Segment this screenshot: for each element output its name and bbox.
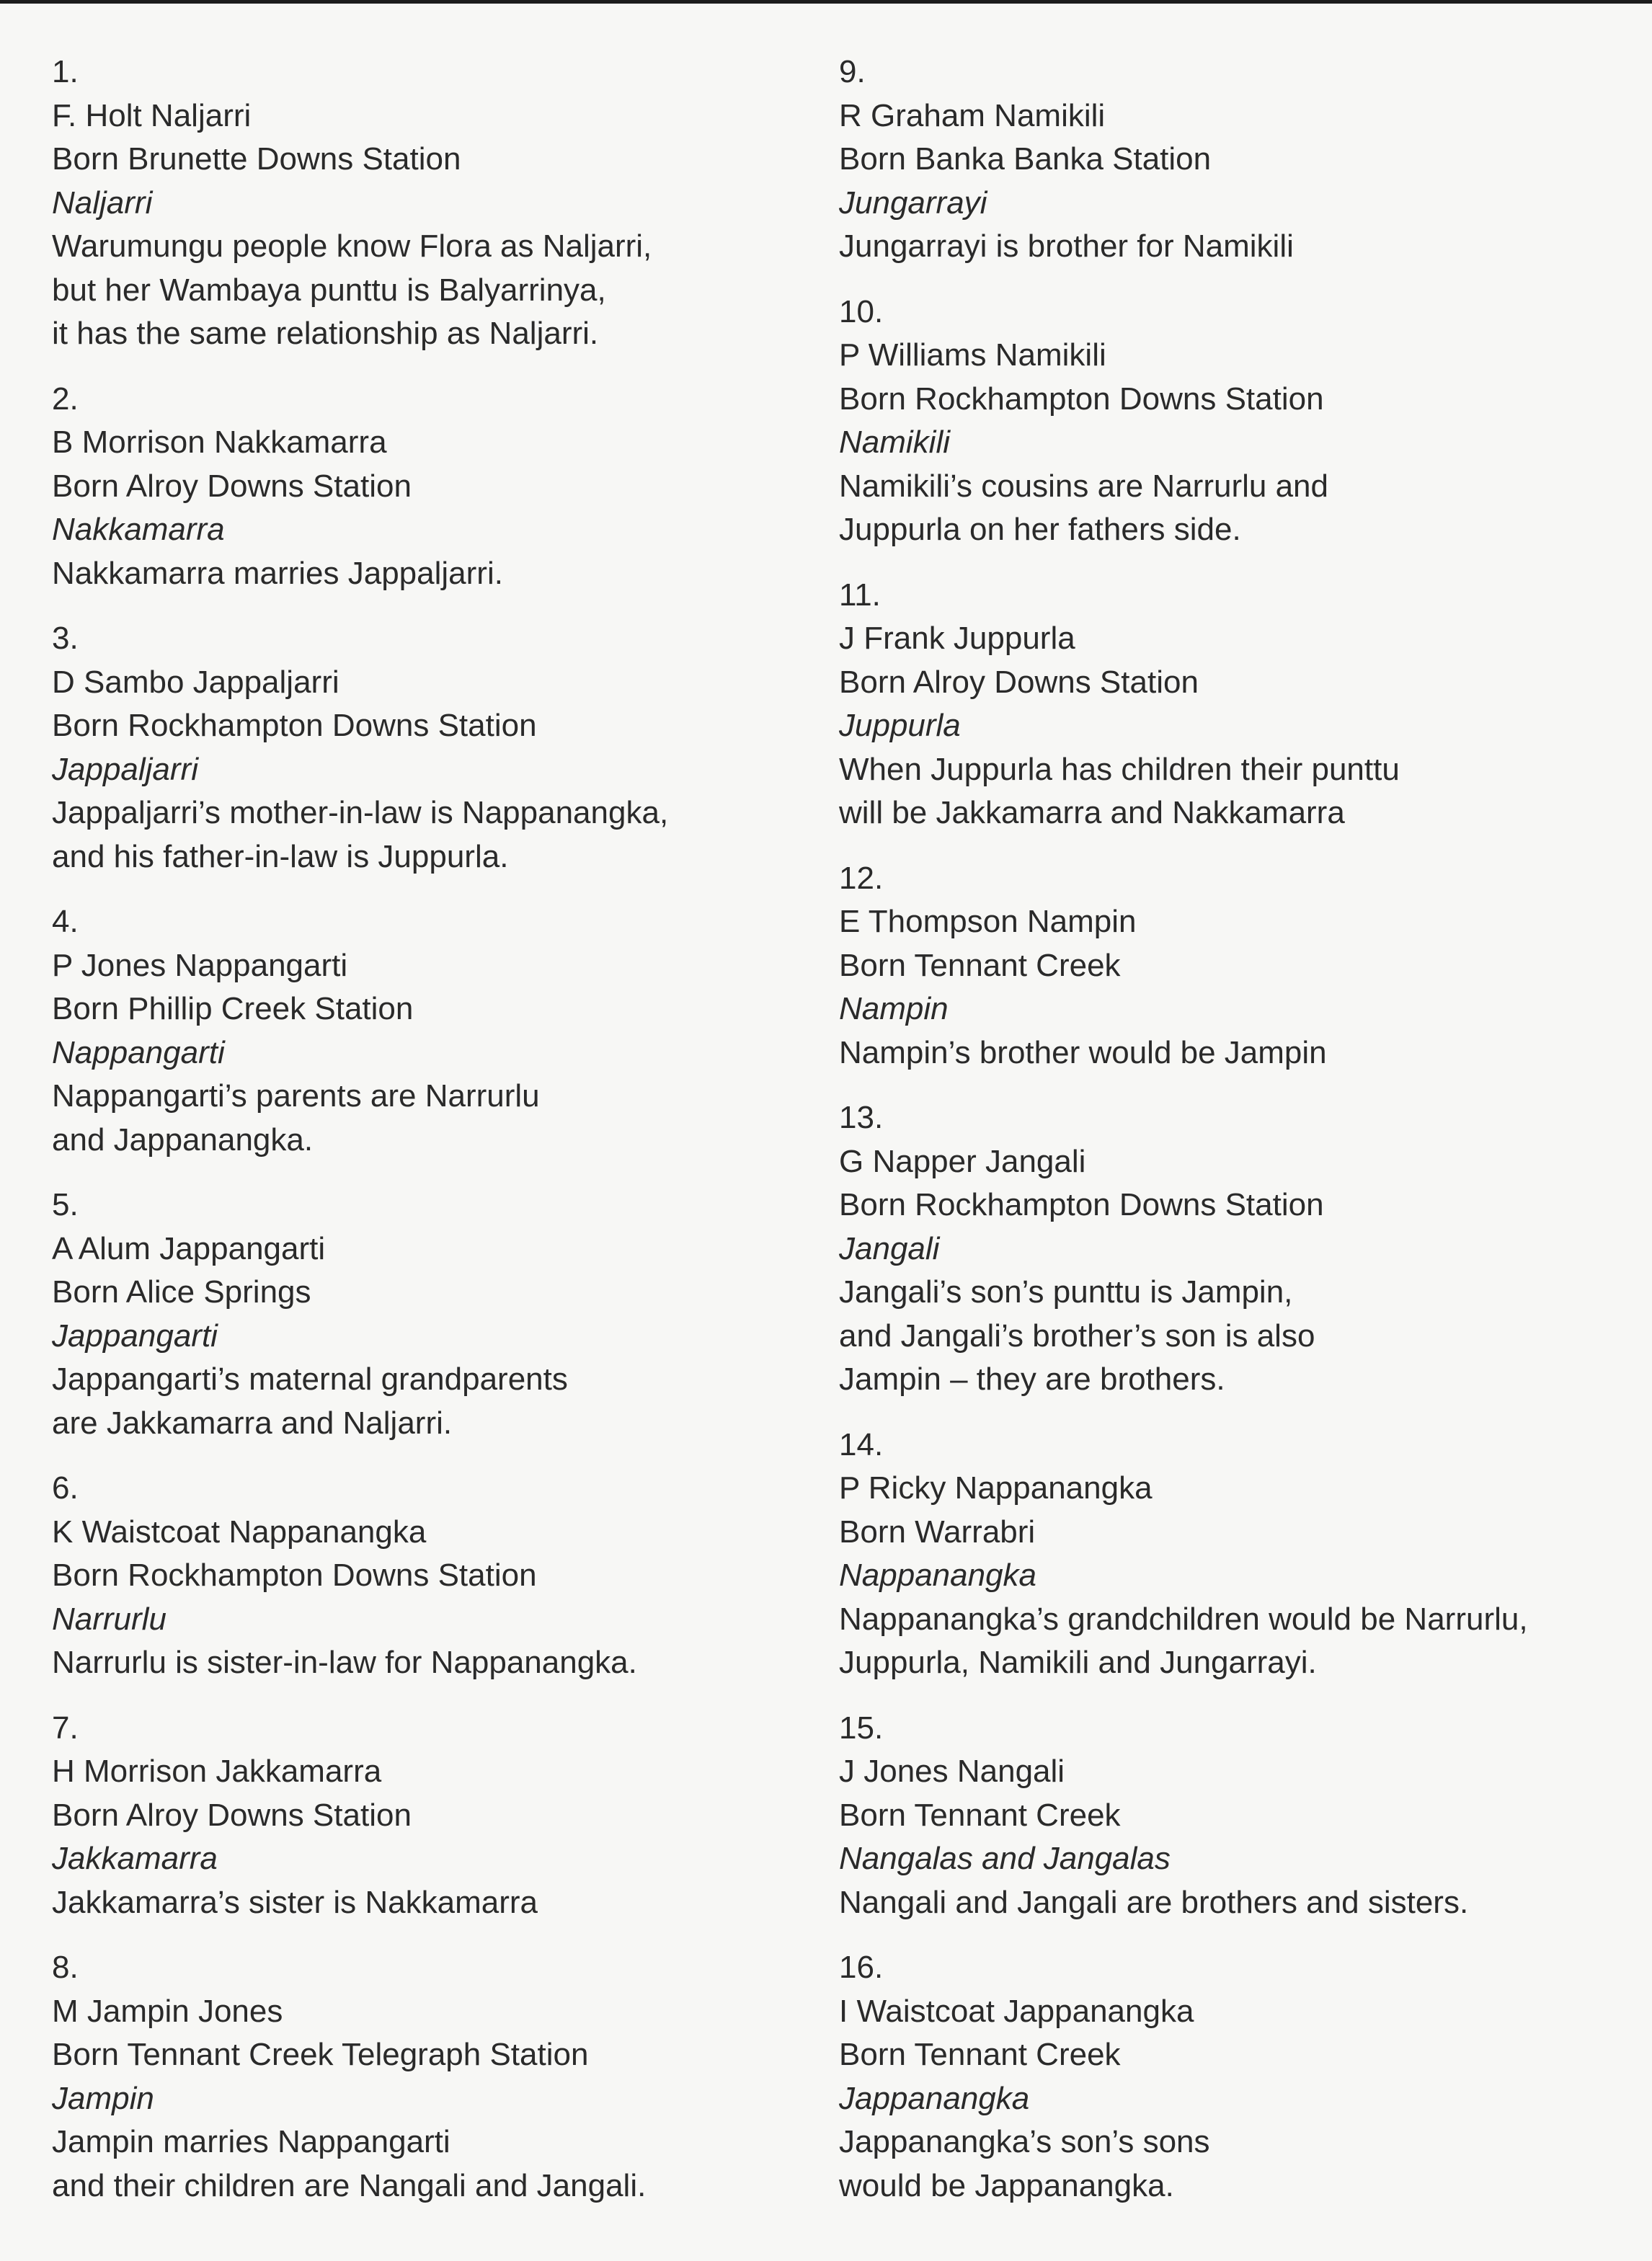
entry-number: 13.: [839, 1100, 884, 1135]
punttu-name: Jampin: [52, 2080, 154, 2116]
relationship-description: Nampin’s brother would be Jampin: [839, 1034, 1327, 1070]
right-column: [839, 50, 1603, 2229]
person-entry: [839, 50, 1603, 269]
punttu-name: Nappangarti: [52, 1034, 225, 1070]
person-name: P Jones Nappangarti: [52, 947, 348, 983]
birthplace: Born Rockhampton Downs Station: [839, 381, 1324, 417]
person-entry: [52, 50, 816, 356]
person-name: R Graham Namikili: [839, 97, 1106, 133]
relationship-description: Jampin marries Nappangarti: [52, 2124, 450, 2159]
person-entry: [839, 857, 1603, 1075]
relationship-description: would be Jappanangka.: [839, 2167, 1174, 2203]
birthplace: Born Rockhampton Downs Station: [52, 1558, 537, 1593]
birthplace: Born Phillip Creek Station: [52, 991, 414, 1026]
birthplace: Born Alroy Downs Station: [52, 1797, 412, 1833]
person-entry: [839, 1707, 1603, 1925]
person-name: G Napper Jangali: [839, 1143, 1086, 1179]
person-name: I Waistcoat Jappanangka: [839, 1993, 1194, 2029]
birthplace: Born Alice Springs: [52, 1274, 311, 1310]
relationship-description: Jampin – they are brothers.: [839, 1362, 1225, 1397]
punttu-name: Nakkamarra: [52, 512, 225, 547]
entry-number: 1.: [52, 54, 79, 89]
person-entry: [52, 1183, 816, 1445]
person-entry: [839, 290, 1603, 552]
person-name: D Sambo Jappaljarri: [52, 664, 339, 700]
person-entry: [52, 1707, 816, 1925]
punttu-name: Jappangarti: [52, 1318, 218, 1354]
person-entry: [52, 378, 816, 596]
birthplace: Born Tennant Creek Telegraph Station: [52, 2037, 589, 2072]
relationship-description: Nangali and Jangali are brothers and sisters.: [839, 1884, 1469, 1920]
punttu-name: Jungarrayi: [839, 185, 987, 221]
relationship-description: Jappangarti’s maternal grandparents: [52, 1362, 568, 1397]
person-entry: [52, 1467, 816, 1685]
person-name: K Waistcoat Nappanangka: [52, 1514, 427, 1550]
relationship-description: Warumungu people know Flora as Naljarri,: [52, 228, 652, 264]
birthplace: Born Banka Banka Station: [839, 141, 1212, 177]
entry-number: 15.: [839, 1710, 884, 1746]
relationship-description: Jungarrayi is brother for Namikili: [839, 228, 1294, 264]
relationship-description: will be Jakkamarra and Nakkamarra: [839, 795, 1345, 830]
entry-number: 4.: [52, 904, 79, 939]
relationship-description: Namikili’s cousins are Narrurlu and: [839, 468, 1328, 504]
relationship-description: Nappanangka’s grandchildren would be Narrurlu,: [839, 1601, 1528, 1637]
birthplace: Born Tennant Creek: [839, 947, 1121, 983]
punttu-name: Jangali: [839, 1230, 940, 1266]
entry-number: 11.: [839, 577, 881, 613]
relationship-description: Nakkamarra marries Jappaljarri.: [52, 555, 503, 591]
relationship-description: it has the same relationship as Naljarri.: [52, 316, 599, 351]
entry-number: 14.: [839, 1426, 884, 1462]
birthplace: Born Alroy Downs Station: [52, 468, 412, 504]
entry-number: 7.: [52, 1710, 79, 1746]
birthplace: Born Rockhampton Downs Station: [52, 708, 537, 743]
person-entry: [839, 1946, 1603, 2208]
relationship-description: Juppurla, Namikili and Jungarrayi.: [839, 1645, 1317, 1680]
relationship-description: Jappaljarri’s mother-in-law is Nappanangka,: [52, 795, 669, 830]
entry-number: 9.: [839, 54, 866, 89]
entry-number: 8.: [52, 1950, 79, 1985]
person-name: H Morrison Jakkamarra: [52, 1754, 382, 1789]
relationship-description: and Jangali’s brother’s son is also: [839, 1318, 1315, 1354]
relationship-description: Nappangarti’s parents are Narrurlu: [52, 1078, 540, 1114]
person-entry: [839, 574, 1603, 835]
person-name: P Ricky Nappanangka: [839, 1470, 1153, 1506]
relationship-description: Jakkamarra’s sister is Nakkamarra: [52, 1884, 538, 1920]
person-entry: [52, 900, 816, 1162]
person-name: M Jampin Jones: [52, 1993, 283, 2029]
punttu-name: Naljarri: [52, 185, 153, 221]
relationship-description: When Juppurla has children their punttu: [839, 751, 1400, 787]
person-name: J Jones Nangali: [839, 1754, 1065, 1789]
birthplace: Born Tennant Creek: [839, 2037, 1121, 2072]
page-top-rule: [0, 0, 1652, 4]
punttu-name: Nampin: [839, 991, 949, 1026]
punttu-name: Jappaljarri: [52, 751, 198, 787]
person-name: E Thompson Nampin: [839, 904, 1137, 939]
relationship-description: Jappanangka’s son’s sons: [839, 2124, 1210, 2159]
relationship-description: and Jappanangka.: [52, 1121, 314, 1158]
person-name: B Morrison Nakkamarra: [52, 425, 387, 460]
entry-number: 6.: [52, 1470, 79, 1506]
entry-number: 5.: [52, 1187, 79, 1222]
relationship-description: Narrurlu is sister-in-law for Nappanangka.: [52, 1645, 637, 1680]
entry-number: 12.: [839, 860, 884, 896]
person-entry: [839, 1096, 1603, 1402]
birthplace: Born Warrabri: [839, 1514, 1036, 1550]
relationship-description: are Jakkamarra and Naljarri.: [52, 1405, 453, 1441]
birthplace: Born Rockhampton Downs Station: [839, 1187, 1324, 1222]
relationship-description: Juppurla on her fathers side.: [839, 512, 1241, 547]
birthplace: Born Brunette Downs Station: [52, 141, 461, 177]
person-entry: [52, 617, 816, 879]
left-column: [52, 50, 816, 2229]
entry-number: 2.: [52, 381, 79, 417]
punttu-name: Namikili: [839, 425, 950, 460]
relationship-description: and their children are Nangali and Jangali.: [52, 2167, 647, 2203]
punttu-name: Jappanangka: [839, 2080, 1030, 2116]
punttu-name: Jakkamarra: [52, 1841, 218, 1876]
relationship-description: and his father-in-law is Juppurla.: [52, 838, 509, 874]
punttu-name: Nappanangka: [839, 1558, 1037, 1593]
punttu-name: Juppurla: [839, 708, 961, 743]
person-entry: [839, 1423, 1603, 1685]
person-name: P Williams Namikili: [839, 337, 1106, 373]
entry-number: 16.: [839, 1950, 884, 1985]
punttu-name: Nangalas and Jangalas: [839, 1841, 1171, 1876]
entry-number: 10.: [839, 293, 884, 329]
birthplace: Born Tennant Creek: [839, 1797, 1121, 1833]
relationship-description: Jangali’s son’s punttu is Jampin,: [839, 1274, 1293, 1310]
person-name: F. Holt Naljarri: [52, 97, 252, 133]
entry-number: 3.: [52, 621, 79, 656]
birthplace: Born Alroy Downs Station: [839, 664, 1199, 700]
person-name: A Alum Jappangarti: [52, 1230, 326, 1266]
relationship-description: but her Wambaya punttu is Balyarrinya,: [52, 272, 606, 308]
punttu-name: Narrurlu: [52, 1601, 166, 1637]
person-name: J Frank Juppurla: [839, 621, 1075, 656]
person-entry: [52, 1946, 816, 2208]
